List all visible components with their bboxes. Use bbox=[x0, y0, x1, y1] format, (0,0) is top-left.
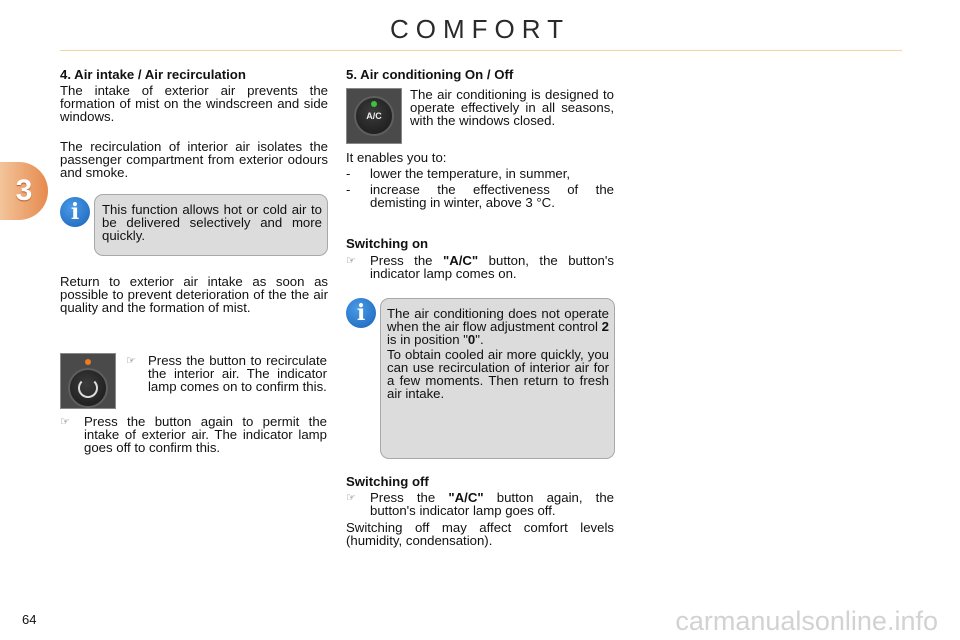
switching-off-effects: Switching off may affect comfort levels (humidity, condensation). bbox=[346, 520, 614, 548]
ac-button-photo bbox=[346, 88, 402, 144]
recirculation-paragraph: The recirculation of interior air isolates the passenger compartment from exterior odours and smoke. bbox=[60, 139, 328, 180]
enables-text: It enables you to: bbox=[346, 150, 447, 165]
switching-off-heading: Switching off bbox=[346, 474, 429, 489]
ac-note-text: The air conditioning does not operate when the air flow adjustment control 2 is in position "0". bbox=[387, 306, 609, 347]
recirculation-button[interactable] bbox=[68, 368, 108, 408]
ac-indicator-lamp bbox=[371, 101, 377, 107]
chapter-tab: 3 bbox=[0, 162, 48, 220]
recirculation-icon bbox=[78, 378, 98, 398]
hand-pointer-icon: ☞ bbox=[60, 416, 70, 428]
info-icon: i bbox=[60, 197, 90, 227]
recirculation-indicator-lamp bbox=[85, 359, 91, 365]
recirculate-step: Press the button to recirculate the interior air. The indicator lamp comes on to confirm this. bbox=[148, 353, 327, 394]
info-note-right bbox=[380, 298, 615, 459]
list-dash: - bbox=[346, 166, 351, 181]
title-divider bbox=[60, 50, 902, 51]
hand-pointer-icon: ☞ bbox=[346, 492, 356, 504]
info-note-text: This function allows hot or cold air to be delivered selectively and more quickly. bbox=[102, 202, 322, 243]
page-number: 64 bbox=[22, 612, 37, 627]
page-title: COMFORT bbox=[390, 14, 570, 44]
section-4-heading: 4. Air intake / Air recirculation bbox=[60, 67, 246, 82]
list-item: increase the effectiveness of the demisting in winter, above 3 °C. bbox=[370, 182, 614, 210]
ac-button[interactable] bbox=[354, 96, 394, 136]
recirculation-button-photo bbox=[60, 353, 116, 409]
ac-button-label: A/C bbox=[366, 111, 382, 121]
switching-on-heading: Switching on bbox=[346, 236, 429, 251]
hand-pointer-icon: ☞ bbox=[346, 255, 356, 267]
switching-off-step: Press the "A/C" button again, the button's indicator lamp goes off. bbox=[370, 490, 615, 518]
cooled-air-tip: To obtain cooled air more quickly, you can use recirculation of interior air for a few moments. Then return to fresh air intake. bbox=[387, 347, 609, 401]
info-icon: i bbox=[346, 298, 376, 328]
list-dash: - bbox=[346, 182, 351, 197]
watermark: carmanualsonline.info bbox=[675, 606, 938, 636]
hand-pointer-icon: ☞ bbox=[126, 355, 136, 367]
intake-paragraph: The intake of exterior air prevents the formation of mist on the windscreen and side windows. bbox=[60, 83, 328, 124]
list-item: lower the temperature, in summer, bbox=[370, 166, 571, 181]
exterior-air-step: Press the button again to permit the intake of exterior air. The indicator lamp goes off to confirm this. bbox=[84, 414, 327, 455]
switching-on-step: Press the "A/C" button, the button's indicator lamp comes on. bbox=[370, 253, 614, 281]
ac-intro: The air conditioning is designed to operate effectively in all seasons, with the windows closed. bbox=[410, 87, 614, 128]
info-note-left bbox=[94, 194, 328, 256]
section-5-heading: 5. Air conditioning On / Off bbox=[346, 67, 514, 82]
return-paragraph: Return to exterior air intake as soon as possible to prevent deterioration of the the air quality and the formation of mist. bbox=[60, 274, 328, 315]
